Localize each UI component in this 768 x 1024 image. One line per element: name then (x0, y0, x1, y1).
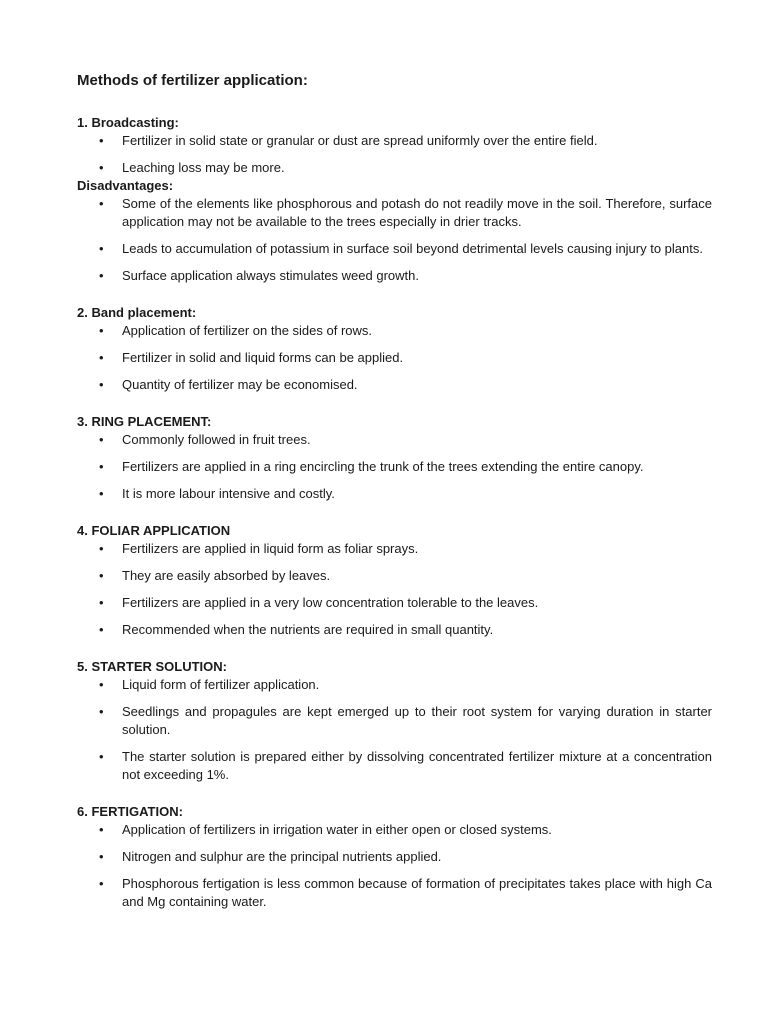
list-item-text: Fertilizer in solid and liquid forms can be applied. (122, 350, 404, 365)
bullet-list (77, 676, 712, 784)
section-heading: 6. FERTIGATION: (77, 804, 183, 819)
list-item (77, 703, 712, 739)
list-item-text: The starter solution is prepared either by dissolving concentrated fertilizer mixture at a concentration not exceeding 1%. (122, 749, 712, 782)
document-title: Methods of fertilizer application: (77, 72, 308, 89)
list-item (77, 875, 712, 911)
list-item (77, 267, 712, 285)
bullet-icon: • (99, 377, 104, 392)
bullet-icon: • (99, 486, 104, 501)
list-item-text: Seedlings and propagules are kept emerged up to their root system for varying duration in starter solution. (122, 704, 712, 737)
list-item-text: Quantity of fertilizer may be economised. (122, 377, 358, 392)
list-item (77, 349, 712, 367)
section-band-placement (77, 304, 712, 394)
list-item (77, 567, 712, 585)
bullet-list (77, 322, 712, 394)
list-item-text: Some of the elements like phosphorous and potash do not readily move in the soil. Therefore, surface application may not be available to the trees especially in drier tracks. (122, 196, 712, 229)
list-item-text: Fertilizers are applied in liquid form as foliar sprays. (122, 541, 419, 556)
list-item (77, 594, 712, 612)
list-item (77, 821, 712, 839)
list-item-text: Leads to accumulation of potassium in surface soil beyond detrimental levels causing injury to plants. (122, 241, 703, 256)
list-item (77, 431, 712, 449)
list-item (77, 322, 712, 340)
list-item-text: Fertilizers are applied in a ring encircling the trunk of the trees extending the entire canopy. (122, 459, 644, 474)
bullet-icon: • (99, 268, 104, 283)
list-item-text: Leaching loss may be more. (122, 160, 285, 175)
section-heading: 1. Broadcasting: (77, 115, 179, 130)
bullet-icon: • (99, 350, 104, 365)
bullet-icon: • (99, 622, 104, 637)
section-heading: 3. RING PLACEMENT: (77, 414, 212, 429)
bullet-icon: • (99, 459, 104, 474)
bullet-icon: • (99, 849, 104, 864)
bullet-list (77, 132, 712, 177)
list-item (77, 132, 712, 150)
section-foliar-application (77, 522, 712, 639)
list-item (77, 458, 712, 476)
list-item (77, 240, 712, 258)
list-item-text: Commonly followed in fruit trees. (122, 432, 311, 447)
bullet-icon: • (99, 595, 104, 610)
bullet-icon: • (99, 160, 104, 175)
list-item (77, 621, 712, 639)
list-item-text: Application of fertilizers in irrigation water in either open or closed systems. (122, 822, 552, 837)
list-item (77, 159, 712, 177)
bullet-icon: • (99, 196, 104, 211)
list-item-text: They are easily absorbed by leaves. (122, 568, 331, 583)
section-ring-placement (77, 413, 712, 503)
list-item (77, 485, 712, 503)
list-item (77, 376, 712, 394)
bullet-icon: • (99, 541, 104, 556)
list-item-text: Fertilizer in solid state or granular or dust are spread uniformly over the entire field. (122, 133, 598, 148)
bullet-icon: • (99, 749, 104, 764)
bullet-list (77, 431, 712, 503)
bullet-icon: • (99, 568, 104, 583)
section-fertigation (77, 803, 712, 911)
list-item-text: Fertilizers are applied in a very low concentration tolerable to the leaves. (122, 595, 539, 610)
bullet-icon: • (99, 323, 104, 338)
list-item (77, 195, 712, 231)
list-item-text: Application of fertilizer on the sides of rows. (122, 323, 373, 338)
list-item (77, 676, 712, 694)
section-starter-solution (77, 658, 712, 784)
bullet-icon: • (99, 876, 104, 891)
section-broadcasting (77, 114, 712, 285)
section-heading: 5. STARTER SOLUTION: (77, 659, 227, 674)
list-item-text: Nitrogen and sulphur are the principal nutrients applied. (122, 849, 442, 864)
section-heading: 4. FOLIAR APPLICATION (77, 523, 231, 538)
list-item-text: It is more labour intensive and costly. (122, 486, 335, 501)
section-heading: 2. Band placement: (77, 305, 197, 320)
bullet-icon: • (99, 133, 104, 148)
list-item-text: Surface application always stimulates weed growth. (122, 268, 419, 283)
bullet-list (77, 195, 712, 285)
bullet-list (77, 540, 712, 639)
bullet-icon: • (99, 822, 104, 837)
bullet-icon: • (99, 241, 104, 256)
bullet-list (77, 821, 712, 911)
list-item-text: Phosphorous fertigation is less common because of formation of precipitates takes place with high Ca and Mg containing water. (122, 876, 712, 909)
list-item-text: Liquid form of fertilizer application. (122, 677, 320, 692)
list-item (77, 540, 712, 558)
bullet-icon: • (99, 677, 104, 692)
disadvantages-heading: Disadvantages: (77, 178, 174, 193)
list-item-text: Recommended when the nutrients are required in small quantity. (122, 622, 494, 637)
bullet-icon: • (99, 704, 104, 719)
list-item (77, 848, 712, 866)
bullet-icon: • (99, 432, 104, 447)
list-item (77, 748, 712, 784)
